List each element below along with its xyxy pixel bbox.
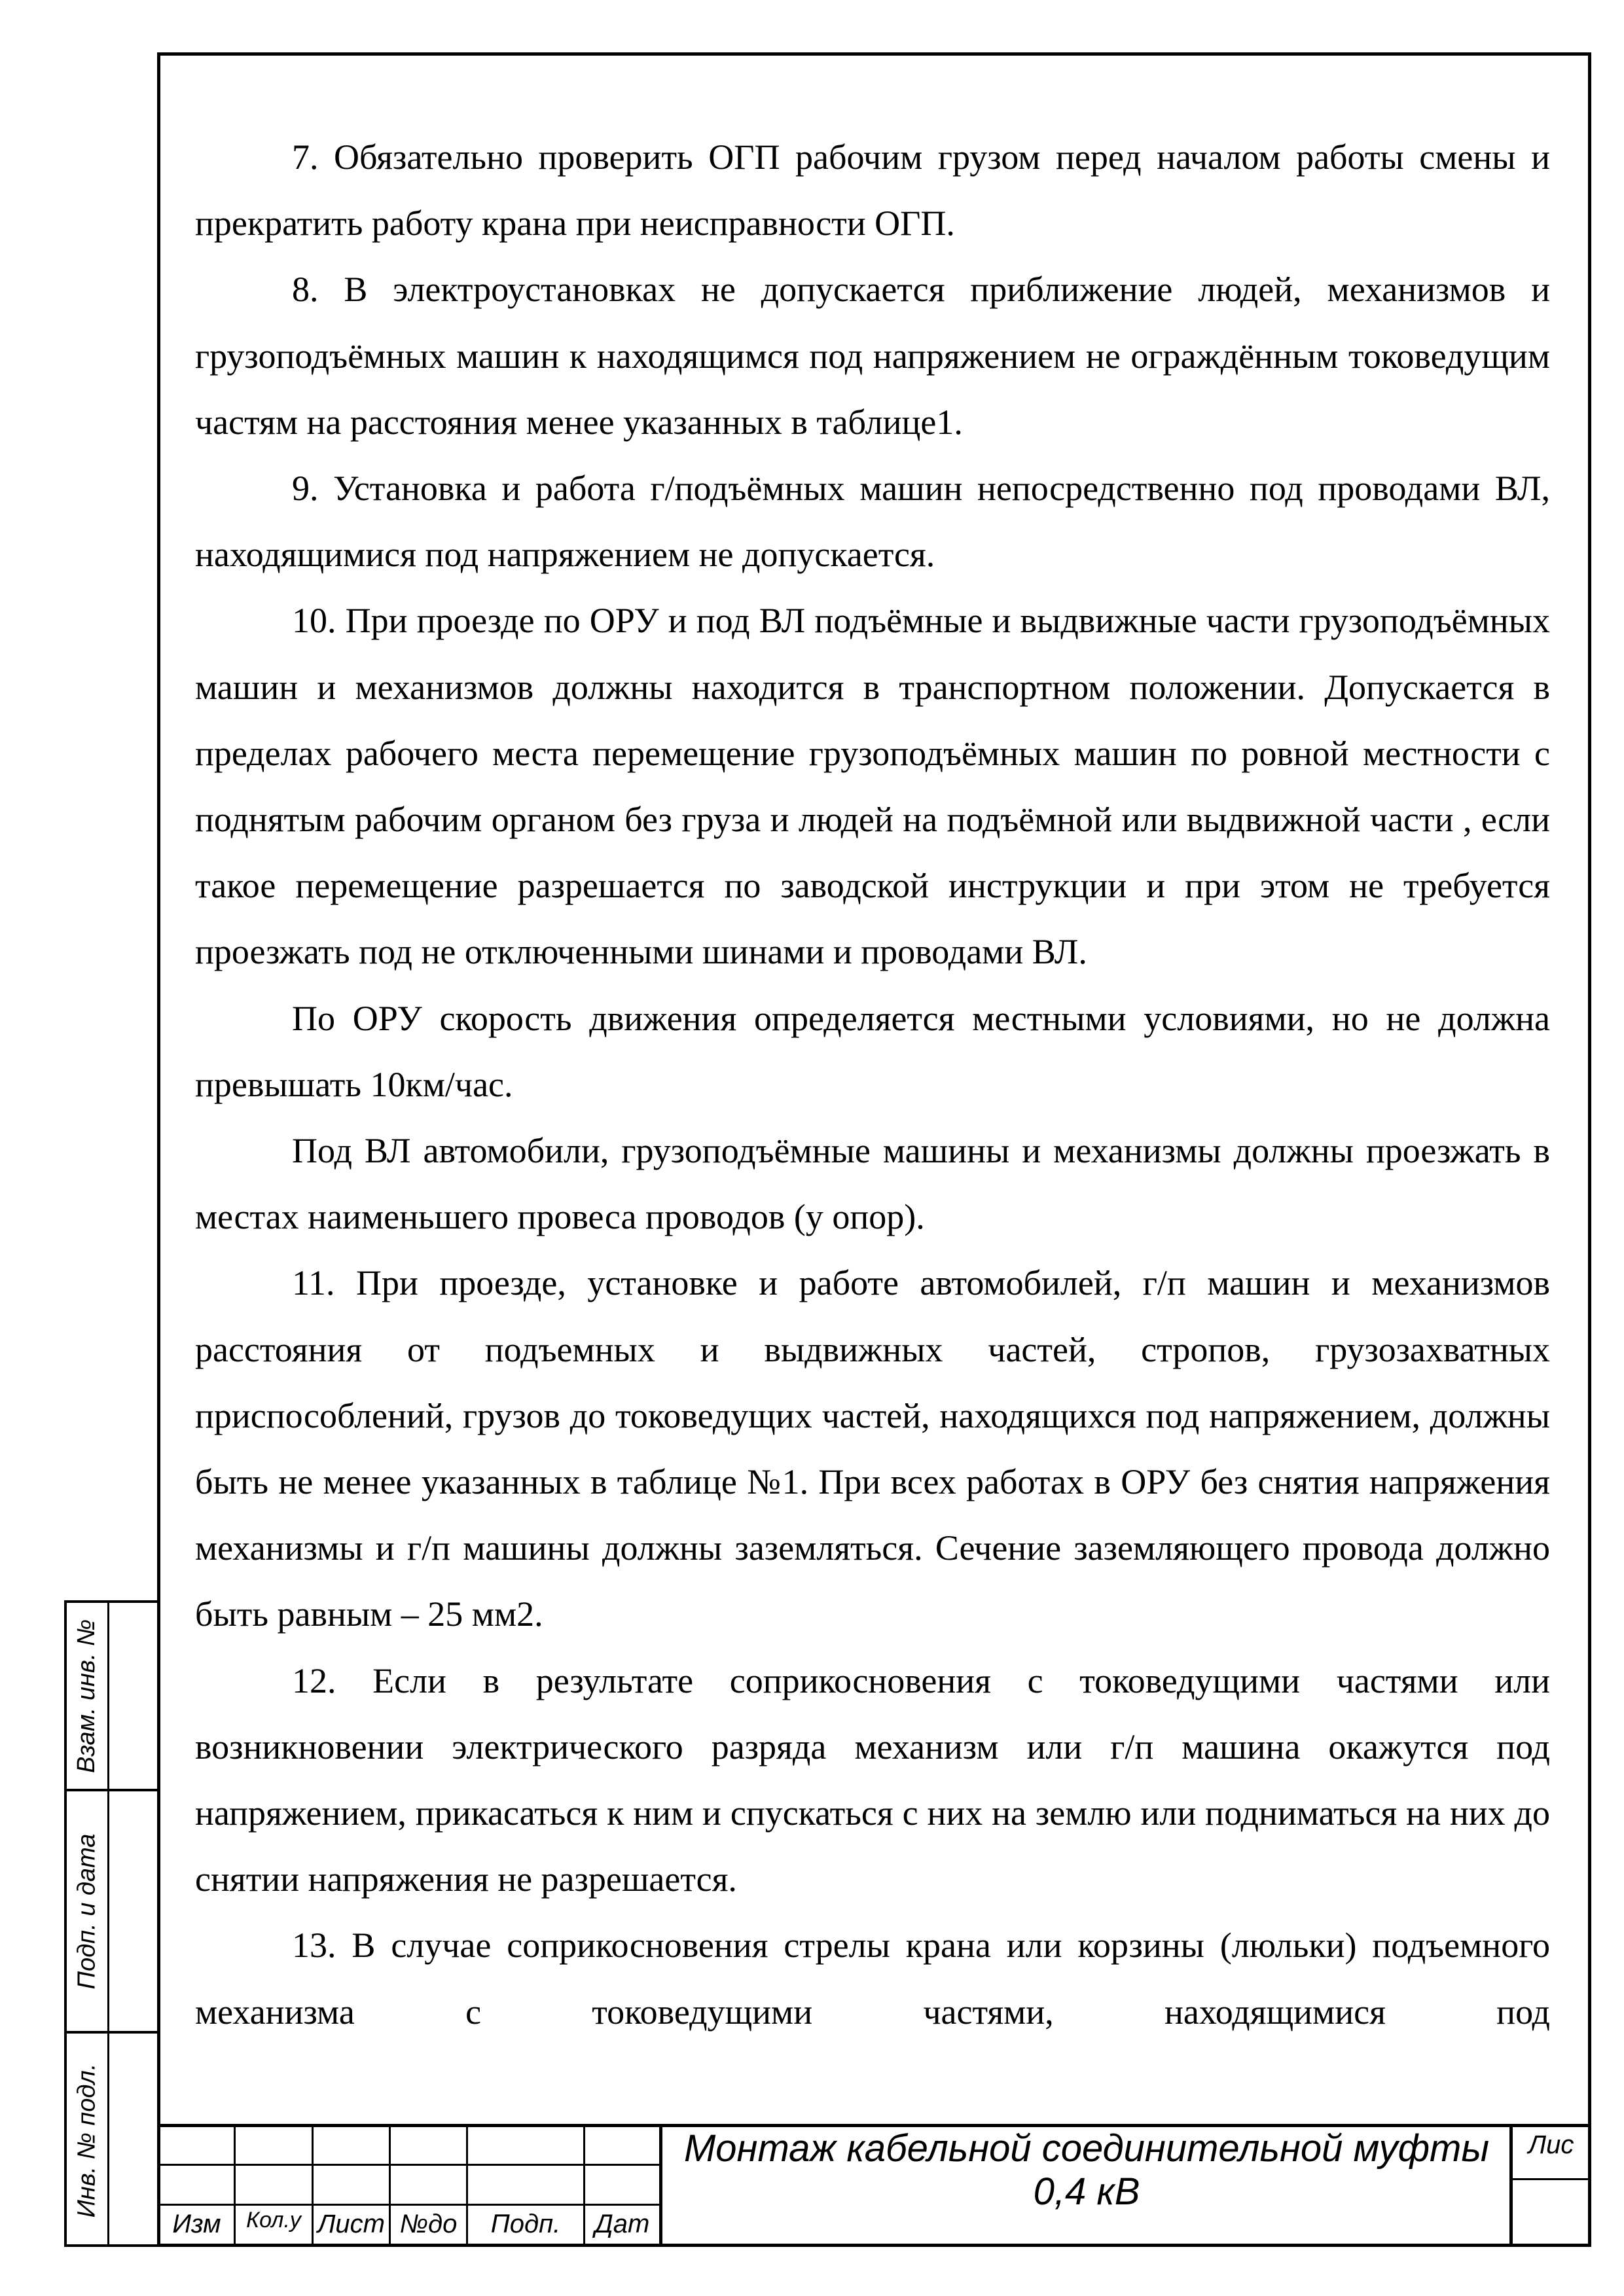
header-list: Лист: [317, 2210, 385, 2238]
header-n-doc: №до: [399, 2210, 458, 2238]
paragraph-7: 7. Обязательно проверить ОГП рабочим грузом перед началом работы смены и прекратить работу крана при неисправности ОГП.: [195, 137, 1550, 243]
paragraph-12: 12. Если в результате соприкосновения с токоведущими частями или возникновении электрического разряда механизм или г/п машина окажутся под напряжением, прикасаться к ним и спускаться с них на землю или подниматься на них до снятии напряжения не разрешается.: [195, 1660, 1550, 1899]
paragraph-11: 11. При проезде, установке и работе автомобилей, г/п машин и механизмов расстояния от подъемных и выдвижных частей, стропов, грузозахватных приспособлений, грузов до токоведущих частей, находящихся под напряжением, должны быть не менее указанных в таблице №1. При всех работах в ОРУ без снятия напряжения механизмы и г/п машины должны заземляться. Сечение заземляющего провода должно быть равным – 25 мм2.: [195, 1263, 1550, 1634]
paragraph-oru-speed: По ОРУ скорость движения определяется местными условиями, но не должна превышать 10км/час.: [195, 998, 1550, 1104]
header-kol-uch: Кол.у: [246, 2208, 301, 2233]
podp-data-label: Подп. и дата: [73, 1833, 101, 1989]
paragraph-vl-passage: Под ВЛ автомобили, грузоподъёмные машины и механизмы должны проезжать в местах наименьшего провеса проводов (у опор).: [195, 1131, 1550, 1237]
header-data: Дат: [594, 2210, 650, 2238]
header-podp: Подп.: [490, 2210, 561, 2238]
document-body: [195, 124, 1550, 2045]
document-title: Монтаж кабельной соединительной муфты 0,4 кВ: [683, 2127, 1490, 2213]
paragraph-9: 9. Установка и работа г/подъёмных машин непосредственно под проводами ВЛ, находящимися под напряжением не допускается.: [195, 469, 1550, 575]
inv-podl-label: Инв. № подл.: [73, 2063, 101, 2217]
vzam-inv-label: Взам. инв. №: [73, 1619, 101, 1773]
sheet-label: Лис: [1528, 2130, 1574, 2159]
paragraph-8: 8. В электроустановках не допускается приближение людей, механизмов и грузоподъёмных машин к находящимся под напряжением не ограждённым токоведущим частям на расстояния менее указанных в таблице1.: [195, 270, 1550, 442]
header-izm: Изм: [172, 2210, 221, 2238]
side-stamp-strip: [64, 1600, 157, 2247]
paragraph-10: 10. При проезде по ОРУ и под ВЛ подъёмные и выдвижные части грузоподъёмных машин и механизмов должны находится в транспортном положении. Допускается в пределах рабочего места перемещение грузоподъёмных машин по ровной местности с поднятым рабочим органом без груза и людей на подъёмной или выдвижной части , если такое перемещение разрешается по заводской инструкции и при этом не требуется проезжать под не отключенными шинами и проводами ВЛ.: [195, 601, 1550, 972]
paragraph-13: 13. В случае соприкосновения стрелы крана или корзины (люльки) подъемного механизма с токоведущими частями, находящимися под: [195, 1926, 1550, 2032]
